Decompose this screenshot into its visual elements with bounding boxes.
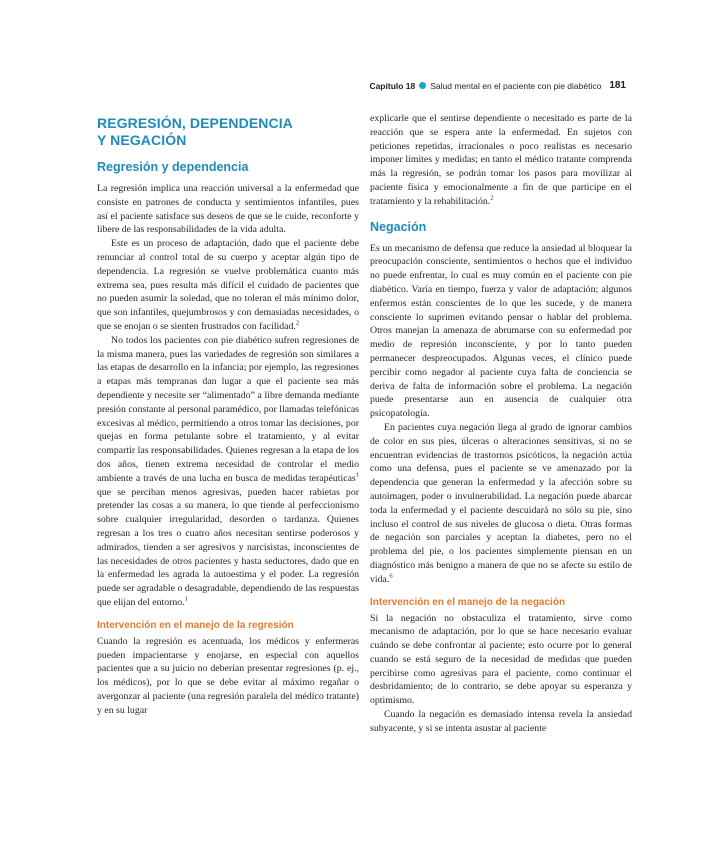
subsection-heading-regresion: Regresión y dependencia — [97, 160, 249, 174]
citation-ref: 2 — [490, 194, 494, 202]
paragraph: Cuando la regresión es acentuada, los médicos y enfermeras pueden impacientarse y enojarse, en especial con aquellos pacientes que a su juicio no deberían presentar regresiones (p. ej., los médicos), por lo que se debe evitar al máximo regañar o avergonzar al paciente (una regresión paralela del médico tratante) y en su lugar — [97, 635, 359, 716]
section-heading-line-1: REGRESIÓN, DEPENDENCIA — [97, 115, 293, 131]
running-header — [369, 80, 626, 91]
paragraph: Es un mecanismo de defensa que reduce la ansiedad al bloquear la preocupación consciente, sentimientos o hechos que el individuo no puede enfrentar, lo cual es muy común en el paciente con pie diabético. Varía en tiempo, fuerza y valor de adaptación; algunos enfermos están conscientes de lo que les sucede, y de manera consciente lo suprimen evitando pensar o hablar del problema. Otros manejan la amenaza de abrumarse con su enfermedad por medio de represión inconsciente, y por lo tanto pueden permanecer despreocupados. Algunas veces, el clínico puede percibir como negador al paciente cuya falta de conciencia se deriva de falta de información sobre el problema. La negación puede presentarse aun en ausencia de cualquier otra psicopatología. — [370, 242, 632, 420]
paragraph: Si la negación no obstaculiza el tratamiento, sirve como mecanismo de adaptación, por lo que se hace necesario evaluar cuándo se debe confrontar al paciente; esto ocurre por lo general cuando se está seguro de la necesidad de medidas que pueden percibirse como agresivas para el paciente, como continuar el desbridamiento; de lo contrario, se debe apoyar su esperanza y optimismo. — [370, 612, 632, 707]
paragraph — [97, 334, 359, 610]
paragraph — [370, 421, 632, 587]
page-number: 181 — [609, 80, 626, 91]
left-column — [97, 112, 359, 717]
intervention-heading-negacion: Intervención en el manejo de la negación — [370, 596, 566, 608]
section-heading-line-2: Y NEGACIÓN — [97, 132, 187, 148]
bullet-dot-icon — [419, 82, 426, 89]
citation-ref: 2 — [295, 319, 300, 327]
section-heading — [97, 115, 359, 149]
paragraph — [370, 112, 632, 209]
chapter-label: Capítulo 18 — [369, 80, 416, 91]
paragraph: La regresión implica una reacción universal a la enfermedad que consiste en patrones de conducta y sentimientos infantiles, pues así el paciente satisface sus deseos de que se le cuide, reconforte y libere de las responsabilidades de la vida adulta. — [97, 183, 359, 236]
citation-ref: 6 — [389, 572, 393, 580]
citation-ref: 1 — [355, 471, 359, 479]
right-column — [370, 112, 632, 736]
paragraph-text: que se perciban menos agresivas, pueden hacer rabietas por pretender las cosas a su manera, lo que tiende al perfeccionismo sobre cualquier irregularidad, desorden o tardanza. Quienes regresan a los tres o cuatro años necesitan sentirse poderosos y admirados, tienden a ser agresivos y narcisistas, inconscientes de las necesidades de otros pacientes y hasta seductores, dado que en la enfermedad les agrada la autoestima y el poder. La regresión puede ser agradable o desagradable, dependiendo de las respuestas que elijan del entorno. — [97, 486, 359, 608]
paragraph — [97, 237, 359, 334]
chapter-title: Salud mental en el paciente con pie diabético — [430, 80, 602, 91]
intervention-heading-regresion: Intervención en el manejo de la regresión — [97, 619, 294, 631]
paragraph-text: Este es un proceso de adaptación, dado que el paciente debe renunciar al control total de su cuerpo y aceptar algún tipo de dependencia. La regresión se vuelve problemática cuanto más extrema sea, pues resulta más difícil el cuidado de pacientes que no pueden asumir la soledad, que no toleran el más mínimo dolor, que son infantiles, quejumbrosos y con demasiadas necesidades, o que se enojan o se sienten frustrados con facilidad. — [97, 238, 359, 332]
paragraph-text: No todos los pacientes con pie diabético sufren regresiones de la misma manera, pues las variedades de regresión son similares a las etapas de desarrollo en la infancia; por ejemplo, las regresiones a etapas más tempranas dan lugar a que el paciente sea más dependiente y necesite ser “alimentado” a libre demanda mediante presión constante al personal paramédico, por llamadas telefónicas excesivas al médico, permitiendo a otros tomar las decisiones, por quejas en forma petulante sobre el tratamiento, y al evitar compartir las responsabilidades. Quienes regresan a la etapa de los dos años, tienen extrema necesidad de controlar el medio ambiente a través de una lucha en busca de medidas terapéuticas — [97, 334, 359, 484]
paragraph-text: En pacientes cuya negación llega al grado de ignorar cambios de color en sus pies, úlceras o alteraciones sensitivas, si no se encuentran evidencias de trastornos psicóticos, la negación actúa como una defensa, pues el paciente se ve amenazado por la dependencia que generan la enfermedad y la afección sobre su autoimagen, poder o invulnerabilidad. La negación puede abarcar toda la enfermedad y el paciente descuidará no sólo su pie, sino incluso el control de sus niveles de glucosa o dieta. Otras formas de negación son parciales y aceptan la diabetes, pero no el problema del pie, o los pacientes simplemente piensan en un diagnóstico más benigno a manera de que no se afecte su estilo de vida. — [370, 421, 632, 585]
paragraph-text: explicarle que el sentirse dependiente o necesitado es parte de la reacción que se espera ante la enfermedad. En sujetos con peticiones repetidas, irracionales o poco realistas es necesario imponer límites y medidas; en tanto el médico tratante comprenda más la regresión, se podrán tomar los pasos para movilizar al paciente física y emocionalmente a fin de que participe en el tratamiento y la rehabilitación. — [370, 113, 632, 207]
paragraph: Cuando la negación es demasiado intensa revela la ansiedad subyacente, y si se intenta asustar al paciente — [370, 709, 632, 734]
subsection-heading-negacion: Negación — [370, 219, 427, 234]
citation-ref: 1 — [184, 595, 188, 603]
